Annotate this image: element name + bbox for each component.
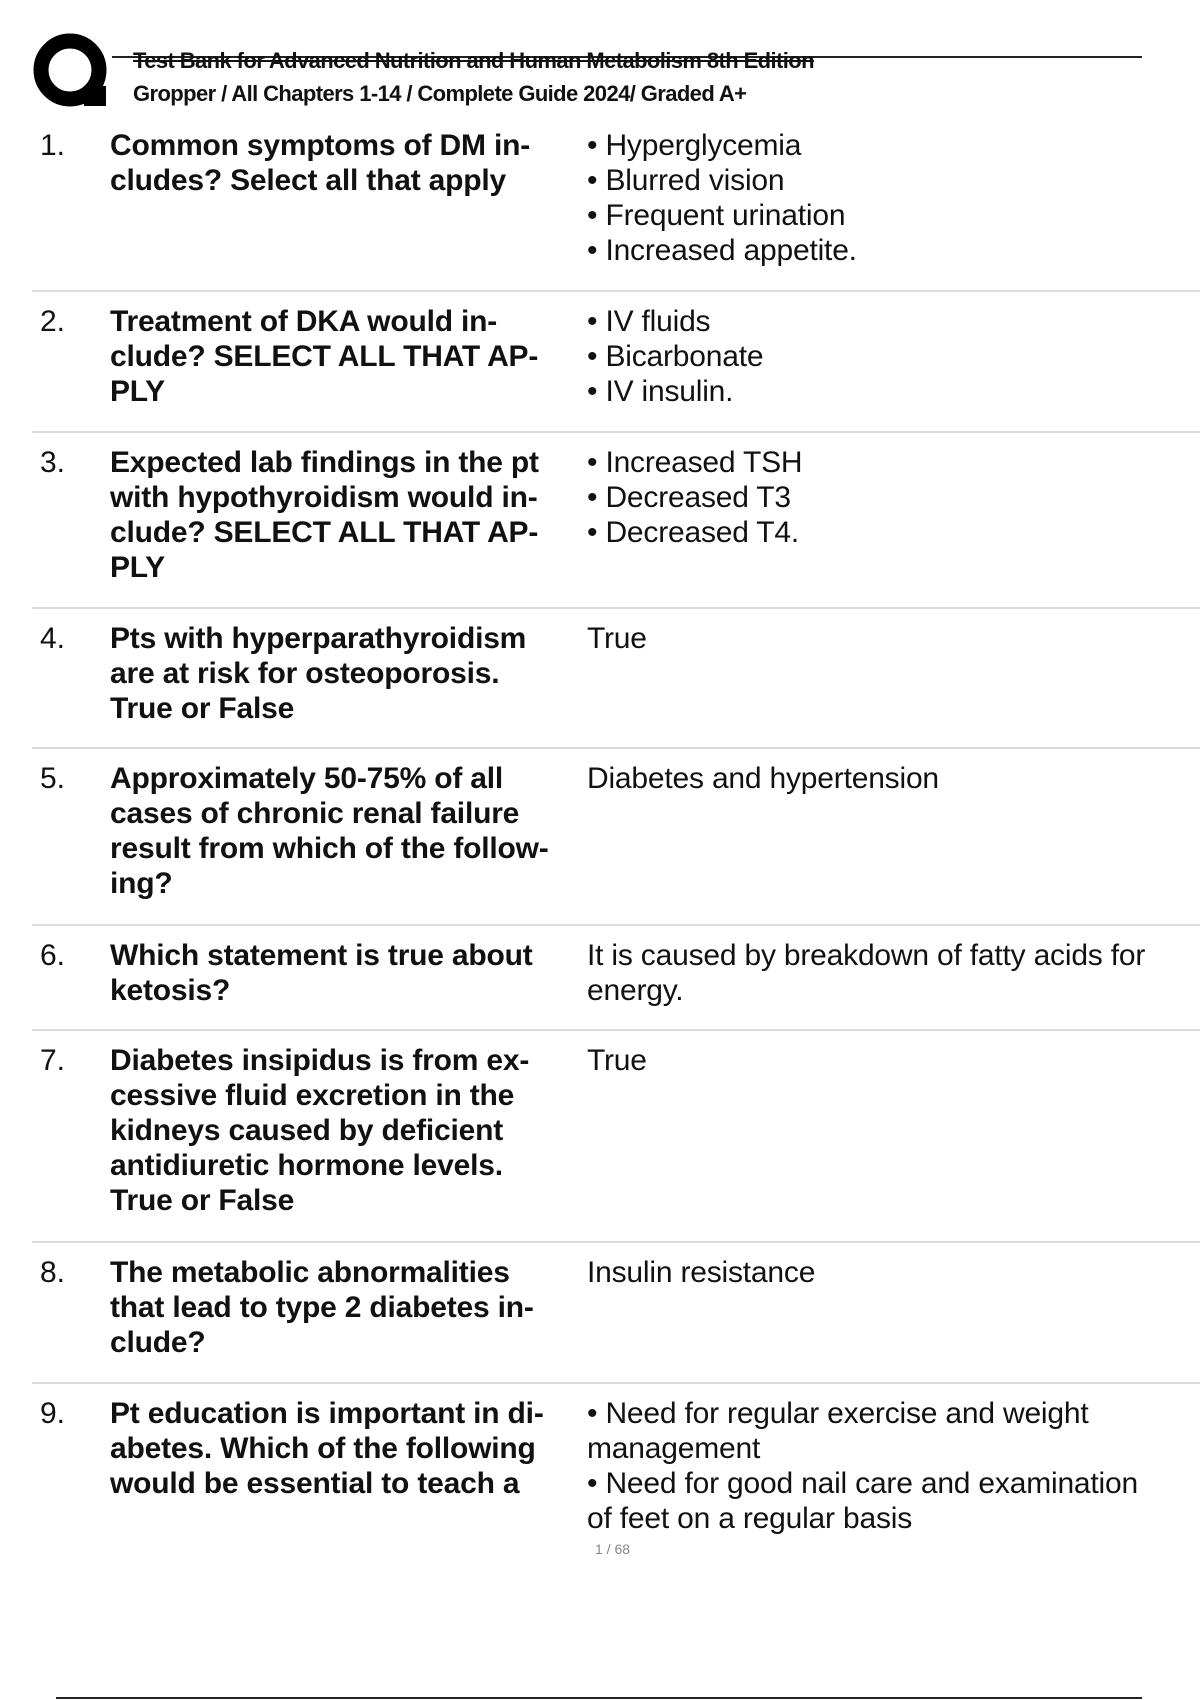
question-number: 5.: [40, 762, 66, 795]
answer-text: It is caused by breakdown of fatty acids for energy.: [587, 939, 1146, 1007]
question-number: 2.: [40, 305, 66, 338]
answer-text: Diabetes and hypertension: [587, 762, 939, 795]
answer-text: • IV fluids • Bicarbonate • IV insulin.: [587, 305, 764, 408]
qa-row-7: [32, 1031, 1200, 1243]
question-number: 9.: [40, 1397, 66, 1430]
question-text: The metabolic abnormalities that lead to type 2 diabetes in- clude?: [110, 1256, 534, 1359]
qa-table: [32, 116, 1200, 1554]
answer-text: True: [587, 1044, 647, 1077]
question-text: Pt education is important in di- abetes. Which of the following would be essential to teach a: [110, 1397, 544, 1500]
answer-text: • Hyperglycemia • Blurred vision • Frequent urination • Increased appetite.: [587, 129, 857, 267]
question-text: Which statement is true about ketosis?: [110, 939, 533, 1007]
document-subtitle: Gropper / All Chapters 1-14 / Complete Guide 2024/ Graded A+: [133, 81, 747, 106]
question-number: 8.: [40, 1256, 66, 1289]
question-number: 1.: [40, 129, 66, 162]
qa-row-2: [32, 292, 1200, 433]
qa-row-3: [32, 433, 1200, 609]
qa-row-1: [32, 116, 1200, 292]
answer-text: • Increased TSH • Decreased T3 • Decreased T4.: [587, 446, 803, 549]
qa-row-5: [32, 749, 1200, 926]
page-number: 1 / 68: [595, 1541, 631, 1557]
qa-row-4: [32, 609, 1200, 749]
question-number: 3.: [40, 446, 66, 479]
qa-row-8: [32, 1243, 1200, 1384]
answer-text: True: [587, 622, 647, 655]
footer-rule: [56, 1697, 1142, 1699]
qa-row-9: [32, 1384, 1200, 1554]
question-text: Approximately 50-75% of all cases of chronic renal failure result from which of the follow- ing?: [110, 762, 549, 900]
document-title: Test Bank for Advanced Nutrition and Human Metabolism 8th Edition: [133, 48, 814, 73]
answer-text: Insulin resistance: [587, 1256, 816, 1289]
question-number: 4.: [40, 622, 66, 655]
answer-text: • Need for regular exercise and weight management • Need for good nail care and examination of feet on a regular basis: [587, 1397, 1138, 1535]
question-text: Expected lab findings in the pt with hypothyroidism would in- clude? SELECT ALL THAT AP- PLY: [110, 446, 539, 584]
question-number: 7.: [40, 1044, 66, 1077]
q-logo-icon: [32, 32, 112, 112]
question-text: Pts with hyperparathyroidism are at risk for osteoporosis. True or False: [110, 622, 527, 725]
question-text: Common symptoms of DM in- cludes? Select all that apply: [110, 129, 530, 197]
question-number: 6.: [40, 939, 66, 972]
qa-row-6: [32, 926, 1200, 1031]
question-text: Treatment of DKA would in- clude? SELECT ALL THAT AP- PLY: [110, 305, 539, 408]
question-text: Diabetes insipidus is from ex- cessive fluid excretion in the kidneys caused by deficient antidiuretic hormone levels. True or False: [110, 1044, 530, 1217]
